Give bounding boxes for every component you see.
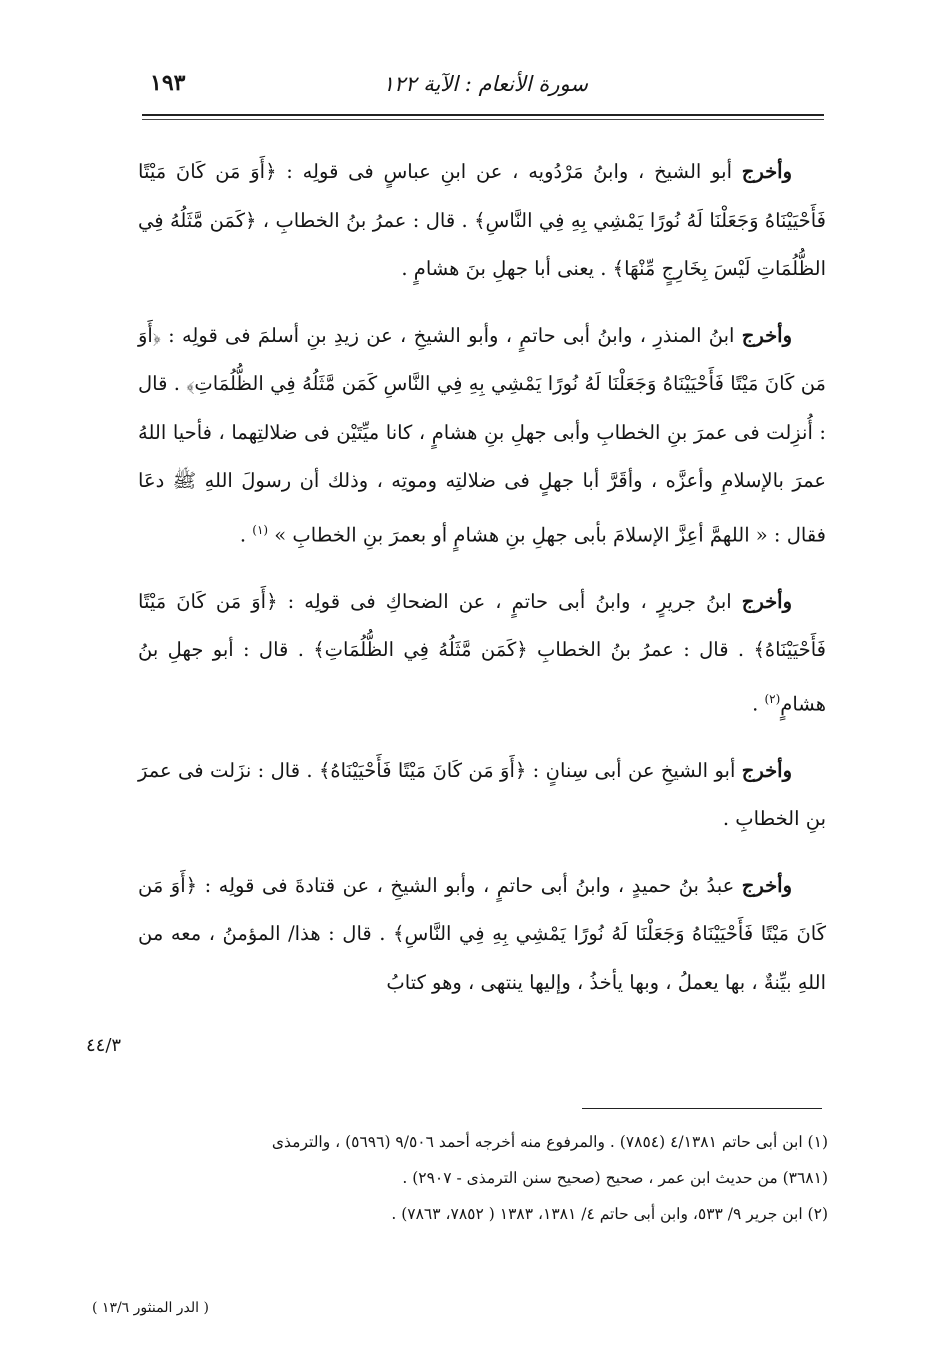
paragraph (138, 747, 826, 844)
paragraph (138, 862, 826, 1008)
footnote-marker: (٢) (764, 691, 781, 706)
paragraph-lead-word: وأخرج (741, 758, 792, 782)
paragraph-text: أبو الشيخ ، وابنُ مَرْدُويه ، عن ابنِ عباسٍ فى قولِه : ﴿أَوَ مَن كَانَ مَيْتًا فَأَحْيَيْنَاهُ وَجَعَلْنَا لَهُ نُورًا يَمْشِي بِهِ فِي النَّاسِ﴾ . قال : عمرُ بنُ الخطابِ ، ﴿كَمَن مَّثَلُهُ فِي الظُّلُمَاتِ لَيْسَ بِخَارِجٍ مِّنْهَا﴾ . يعنى أبا جهلِ بنَ هشامٍ . (138, 160, 826, 280)
paragraph (138, 312, 826, 560)
footnote-rule (582, 1108, 822, 1109)
paragraph (138, 148, 826, 294)
paragraph-text: عبدُ بنُ حميدٍ ، وابنُ أبى حاتمٍ ، وأبو الشيخِ ، عن قتادةَ فى قولِه : ﴿أَوَ مَن كَانَ مَيْتًا فَأَحْيَيْنَاهُ وَجَعَلْنَا لَهُ نُورًا يَمْشِي بِهِ فِي النَّاسِ﴾ . قال : هذا/ المؤمنُ ، معه من اللهِ بيِّنةٌ ، بها يعملُ ، وبها يأخذُ ، وإليها ينتهى ، وهو كتابُ (138, 873, 826, 994)
footnote-line: (٢) ابن جرير ٩/ ٥٣٣، وابن أبى حاتم ٤/ ١٣٨١، ١٣٨٣ ( ٧٨٥٢، ٧٨٦٣) . (391, 1205, 828, 1223)
margin-reference: ٤٤/٣ (86, 1035, 122, 1056)
footnote-line: (١) ابن أبى حاتم ٤/١٣٨١ (٧٨٥٤) . والمرفوع منه أخرجه أحمد ٩/٥٠٦ (٥٦٩٦) ، والترمذى (271, 1133, 828, 1151)
page-number: ١٩٣ (150, 70, 186, 96)
surah-title: سورة الأنعام : الآية ١٢٢ (382, 72, 588, 96)
header-rule (142, 114, 824, 116)
main-text (138, 148, 826, 1025)
paragraph-text: ابنُ جريرٍ ، وابنُ أبى حاتمٍ ، عن الضحاكِ فى قولِه : ﴿أَوَ مَن كَانَ مَيْتًا فَأَحْيَيْنَاهُ﴾ . قال : عمرُ بنُ الخطابِ ﴿كَمَن مَّثَلُهُ فِي الظُّلُمَاتِ﴾ . قال : أبو جهلِ بنُ هشامٍ (138, 589, 826, 715)
paragraph-text: ابنُ المنذرِ ، وابنُ أبى حاتمٍ ، وأبو الشيخِ ، عن زيدِ بنِ أسلمَ فى قولِه : ﴿أَوَ مَن كَانَ مَيْتًا فَأَحْيَيْنَاهُ وَجَعَلْنَا لَهُ نُورًا يَمْشِي بِهِ فِي النَّاسِ كَمَن مَّثَلُهُ فِي الظُّلُمَاتِ﴾ . قال : أُنزِلت فى عمرَ بنِ الخطابِ وأبى جهلِ بنِ هشامٍ ، كانا ميِّتَيْن فى ضلالتِهما ، فأحيا اللهُ عمرَ بالإسلامِ وأعزَّه ، وأقَرَّ أبا جهلٍ فى ضلالتِه وموتِه ، وذلك أن رسولَ اللهِ ﷺ دعَا فقال : « اللهمَّ أعِزَّ الإسلامَ بأبى جهلِ بنِ هشامٍ أو بعمرَ بنِ الخطابِ » (138, 323, 826, 546)
paragraph-lead-word: وأخرج (741, 589, 792, 613)
header-rule-thin (142, 119, 824, 120)
paragraph-lead-word: وأخرج (741, 160, 792, 183)
page-header (142, 68, 824, 110)
footnote-marker: (١) (252, 522, 269, 537)
paragraph (138, 578, 826, 729)
footnotes (138, 1124, 828, 1232)
paragraph-lead-word: وأخرج (741, 323, 792, 347)
paragraph-lead-word: وأخرج (741, 873, 792, 897)
footnote-line: (٣٦٨١) من حديث ابن عمر ، صحيح (صحيح سنن الترمذى - ٢٩٠٧) . (402, 1169, 828, 1187)
paragraph-tail: . (239, 523, 253, 546)
source-reference: ( الدر المنثور ١٣/٦ ) (92, 1300, 209, 1316)
paragraph-tail: . (752, 692, 765, 715)
paragraph-text: أبو الشيخِ عن أبى سِنانٍ : ﴿أَوَ مَن كَانَ مَيْتًا فَأَحْيَيْنَاهُ﴾ . قال : نزَلت فى عمرَ بنِ الخطابِ . (138, 758, 826, 830)
